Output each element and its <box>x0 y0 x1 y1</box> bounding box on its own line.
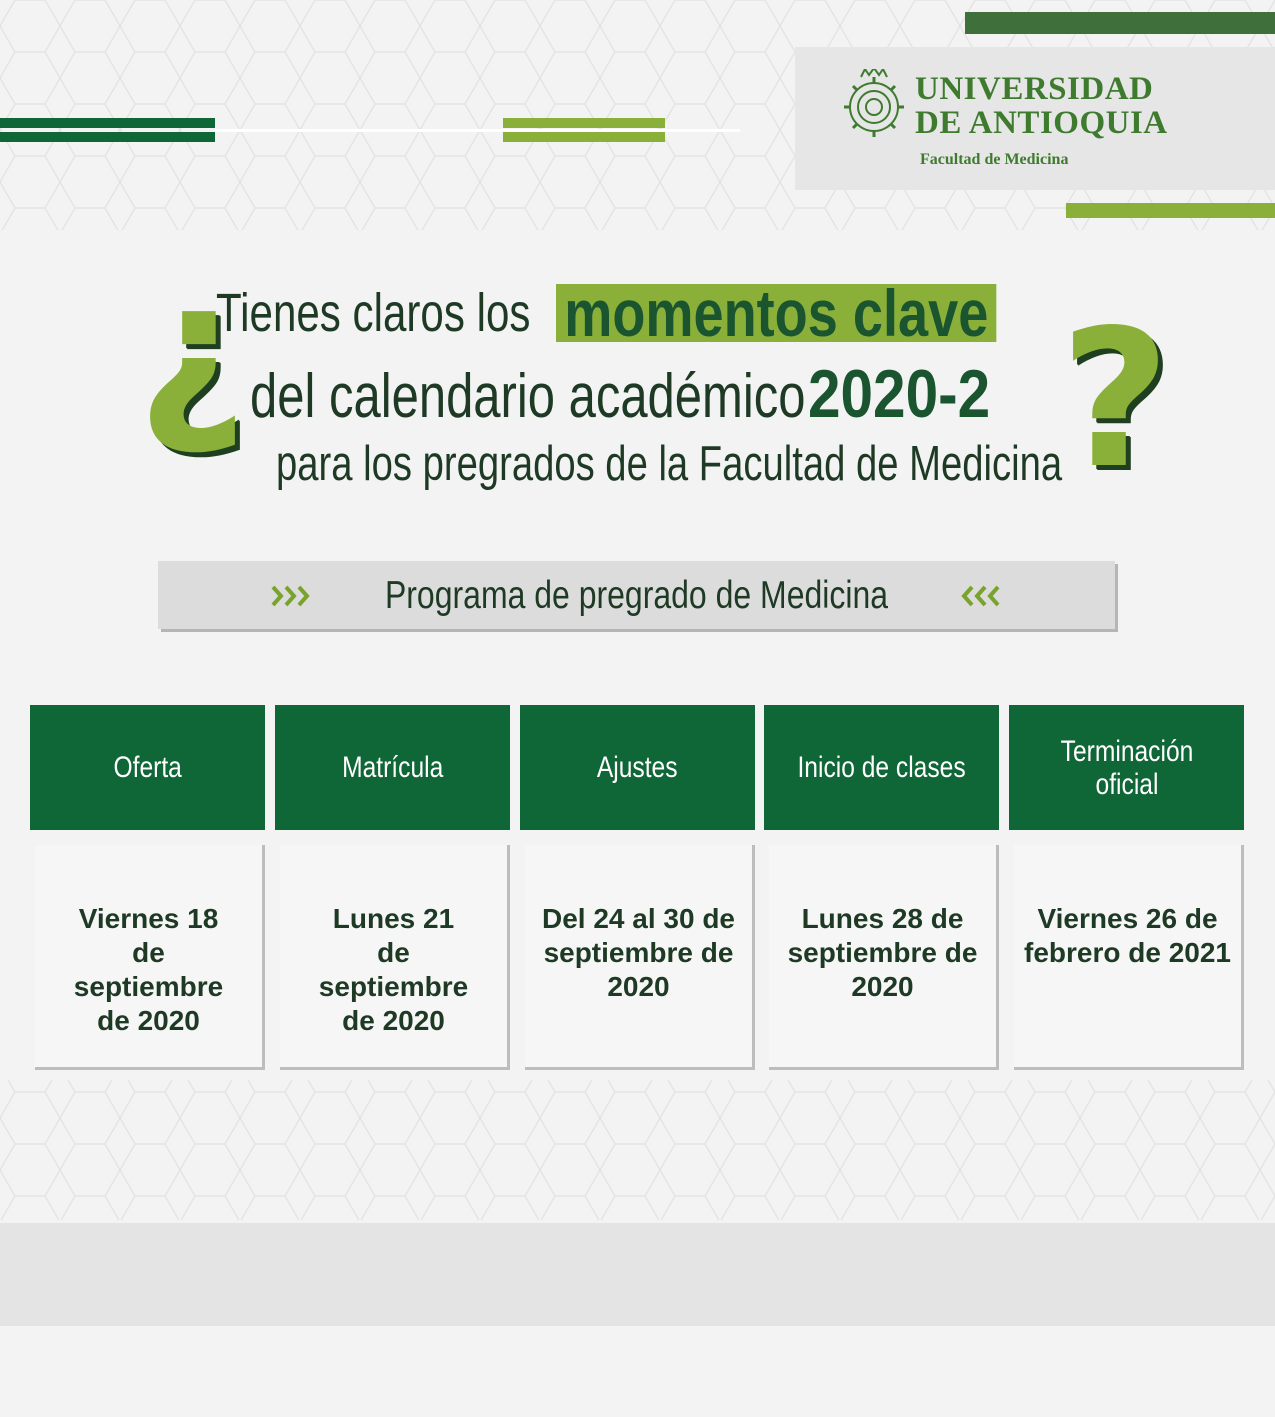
schedule-header-label: Oferta <box>113 751 182 784</box>
headline-line1 <box>216 276 1093 350</box>
university-name-line2: DE ANTIOQUIA <box>915 105 1168 141</box>
schedule-header-inicio <box>764 705 999 830</box>
schedule-header-terminacion <box>1009 705 1244 830</box>
schedule-date-cell <box>1014 845 1244 1070</box>
schedule-date: Viernes 26 de febrero de 2021 <box>1024 903 1231 968</box>
headline-line2-text: del calendario académico <box>250 362 806 431</box>
faculty-name: Facultad de Medicina <box>920 151 1069 168</box>
top-light-bar-mid-2 <box>503 132 665 142</box>
schedule-header-label: Terminación oficial <box>1060 734 1193 801</box>
program-title: Programa de pregrado de Medicina <box>384 574 889 617</box>
schedule-date-cell <box>280 845 510 1070</box>
headline-line2 <box>250 355 1019 433</box>
chevrons-left-icon <box>958 581 1000 611</box>
schedule-header-matricula <box>275 705 510 830</box>
university-name-line1: UNIVERSIDAD <box>915 71 1154 107</box>
headline-highlight: momentos clave <box>556 284 997 342</box>
open-question-mark: ¿ <box>137 239 248 460</box>
schedule-date: Del 24 al 30 de septiembre de 2020 <box>541 903 735 1002</box>
top-light-bar-mid <box>503 118 665 128</box>
top-dark-bar-left-2 <box>0 132 215 142</box>
university-logo <box>795 47 1275 190</box>
university-seal-icon <box>843 69 905 149</box>
schedule-header-oferta <box>30 705 265 830</box>
headline-year: 2020-2 <box>807 356 990 432</box>
schedule-header-label: Matrícula <box>341 751 444 784</box>
schedule-date: Lunes 21 de septiembre de 2020 <box>318 903 469 1036</box>
headline-line1-text: Tienes claros los <box>216 283 531 343</box>
schedule-date-cell <box>35 845 265 1070</box>
schedule-date-cell <box>525 845 755 1070</box>
footer-band <box>0 1223 1275 1326</box>
schedule-date: Lunes 28 de septiembre de 2020 <box>787 903 978 1002</box>
schedule-header-label: Ajustes <box>597 751 678 784</box>
schedule-header-ajustes <box>520 705 755 830</box>
close-question-mark: ? <box>1060 289 1171 510</box>
top-dark-bar-right <box>965 12 1275 34</box>
right-light-bar <box>1066 203 1275 218</box>
top-dark-bar-left <box>0 118 215 128</box>
headline-line3: para los pregrados de la Facultad de Medicina <box>276 437 1063 491</box>
program-banner <box>158 561 1115 629</box>
schedule-date: Viernes 18 de septiembre de 2020 <box>73 903 224 1036</box>
schedule-date-cell <box>769 845 999 1070</box>
schedule-header-label: Inicio de clases <box>797 751 966 784</box>
